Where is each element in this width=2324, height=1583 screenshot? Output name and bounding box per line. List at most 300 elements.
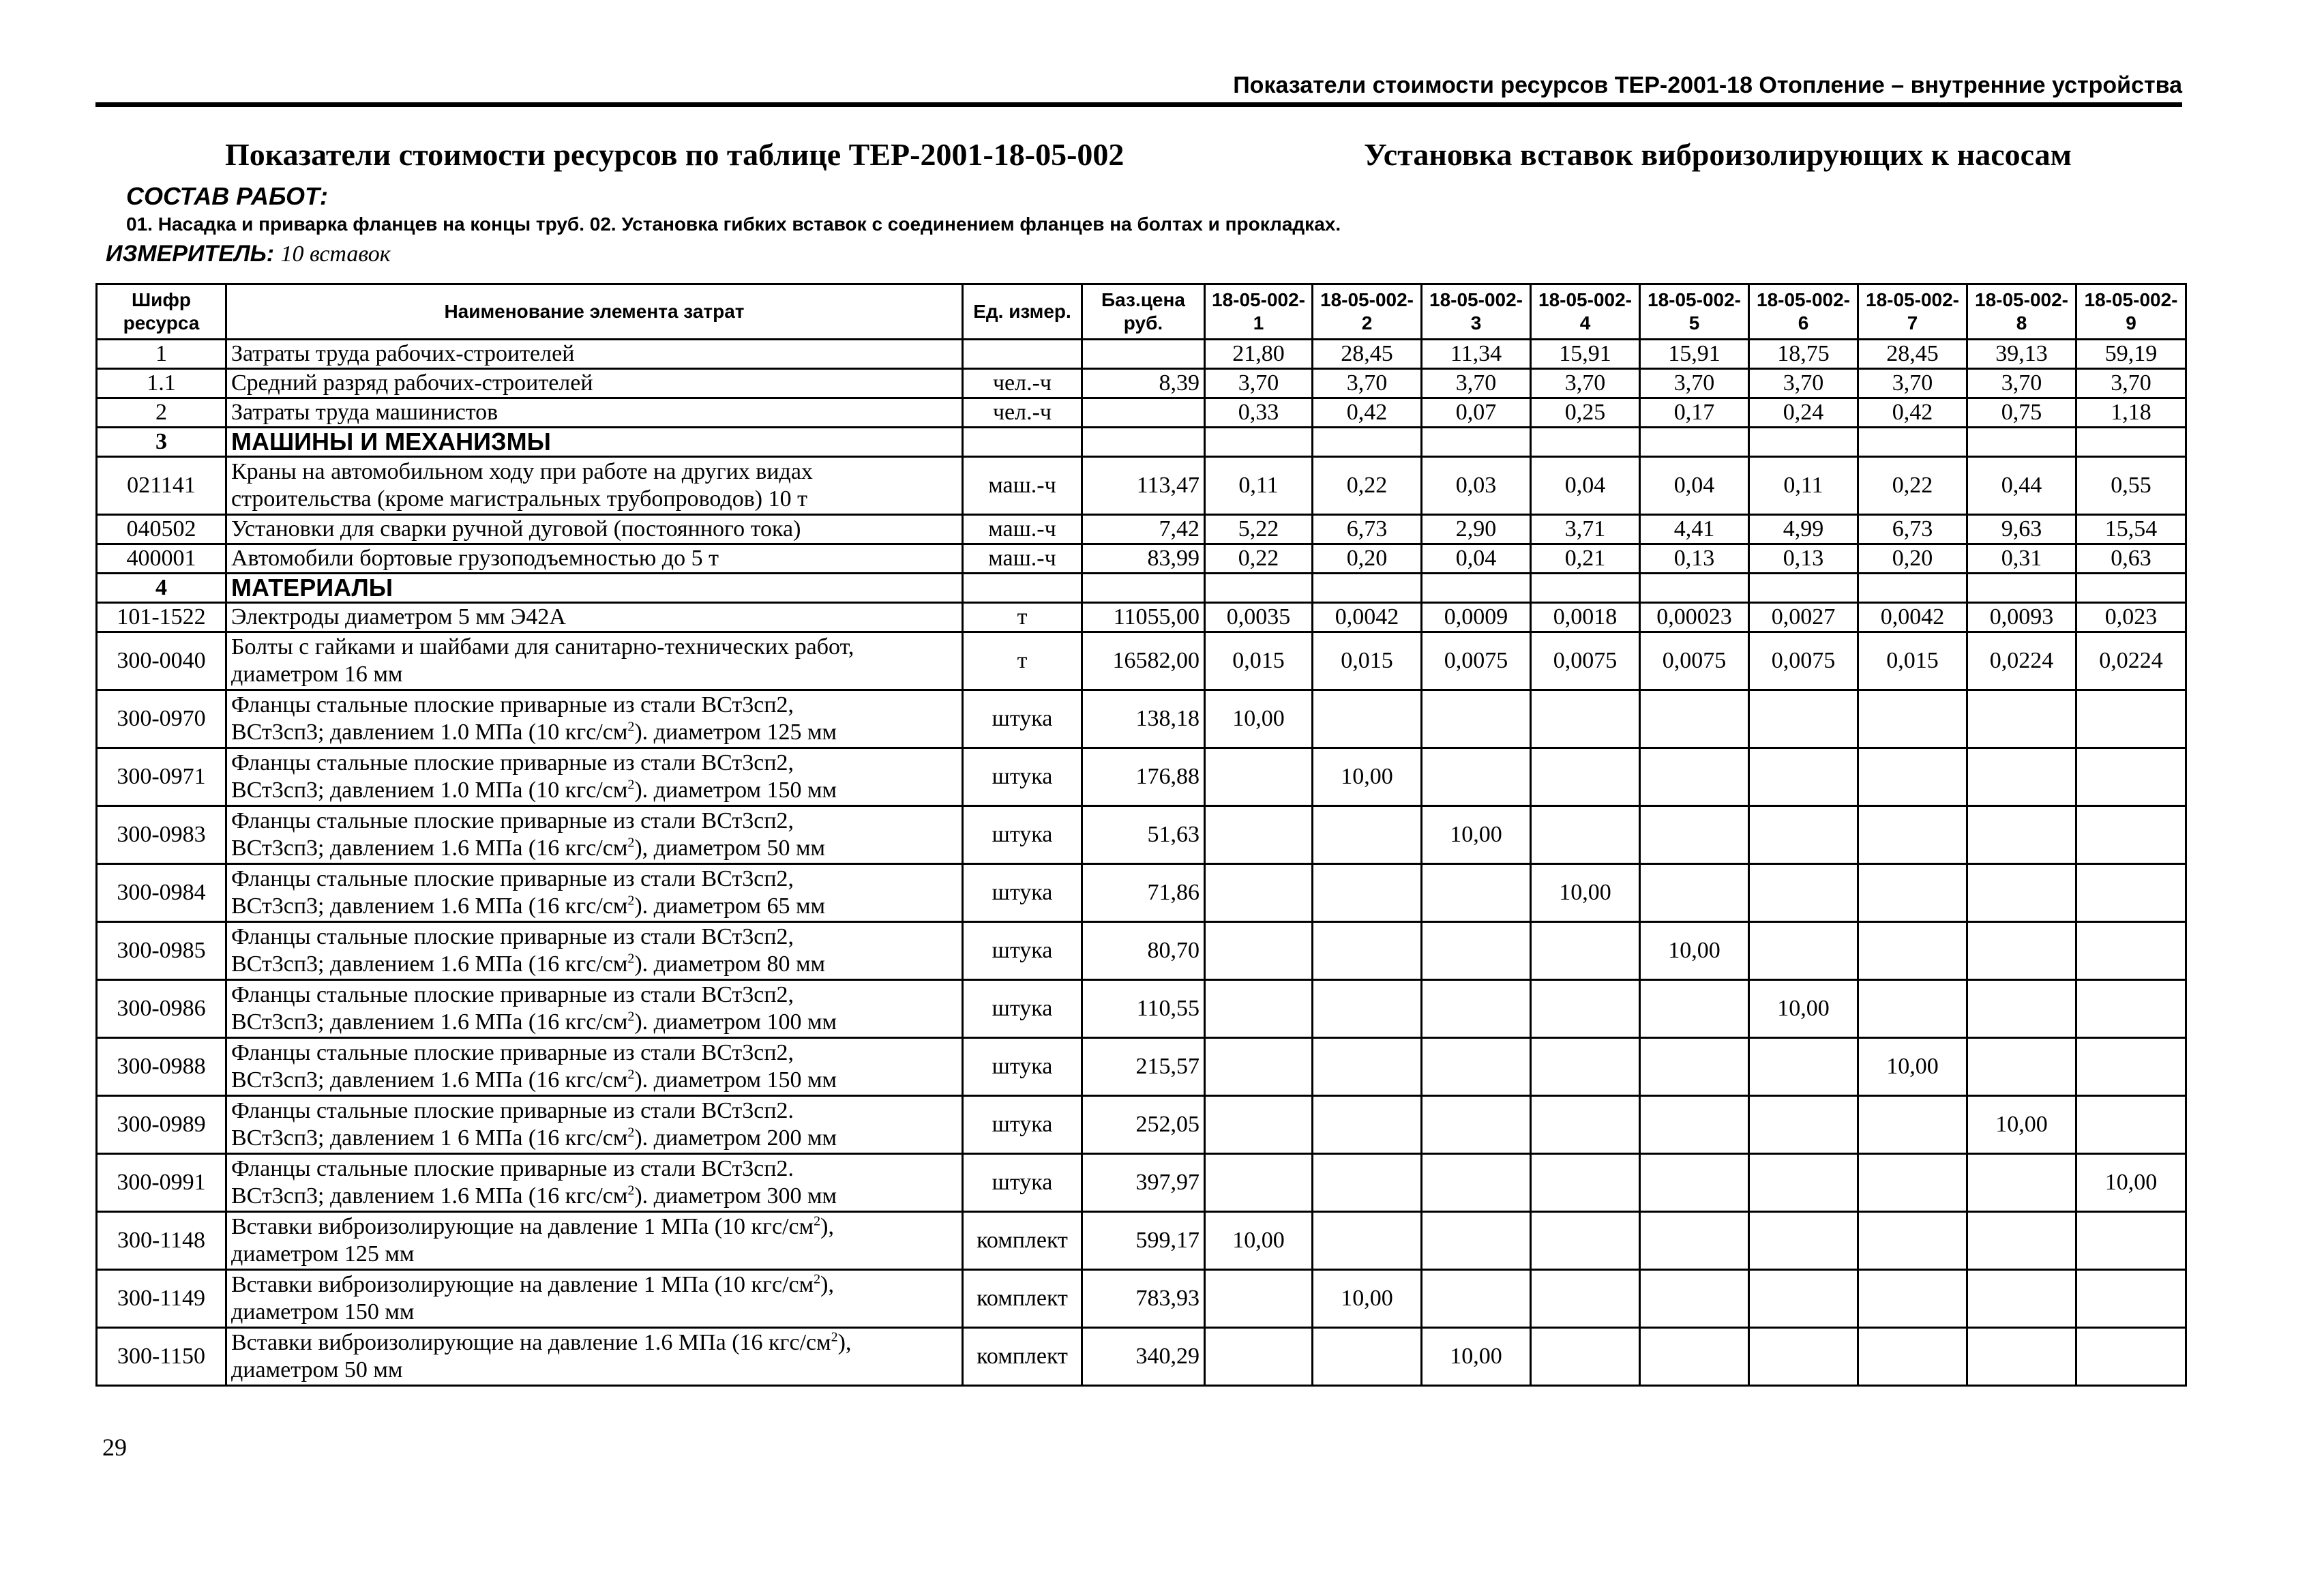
row-value <box>1205 806 1313 864</box>
table-row <box>97 806 2186 864</box>
row-value: 0,13 <box>1640 544 1749 574</box>
col-header-c6: 18-05-002-6 <box>1749 284 1858 340</box>
row-name <box>226 748 963 806</box>
row-name: Затраты труда машинистов <box>226 398 963 428</box>
row-name-line: диаметром 50 мм <box>231 1357 403 1382</box>
row-value <box>1422 922 1531 980</box>
row-value <box>1967 980 2076 1038</box>
row-value: 0,04 <box>1531 457 1640 515</box>
row-unit: маш.-ч <box>963 544 1082 574</box>
row-value <box>2076 748 2186 806</box>
row-name-part: ВСт3сп3; давлением 1.0 МПа (10 кгс/см <box>231 778 628 803</box>
row-value: 0,015 <box>1313 632 1422 690</box>
measure-label: ИЗМЕРИТЕЛЬ: <box>106 241 275 267</box>
row-value <box>1313 1212 1422 1270</box>
row-name <box>226 1038 963 1096</box>
works-text: 01. Насадка и приварка фланцев на концы труб. 02. Установка гибких вставок с соединением фланцев на болтах и прокладках. <box>126 213 1341 235</box>
row-value: 0,22 <box>1858 457 1967 515</box>
row-value: 0,25 <box>1531 398 1640 428</box>
row-value <box>1313 980 1422 1038</box>
row-name-line <box>231 951 957 978</box>
row-value: 0,21 <box>1531 544 1640 574</box>
row-value: 0,0075 <box>1640 632 1749 690</box>
table-row <box>97 1096 2186 1154</box>
row-name-line <box>231 835 957 862</box>
row-value <box>1205 1328 1313 1386</box>
row-unit: штука <box>963 1096 1082 1154</box>
row-value: 6,73 <box>1858 515 1967 544</box>
row-name <box>226 1154 963 1212</box>
row-value: 0,20 <box>1313 544 1422 574</box>
row-value <box>1531 1096 1640 1154</box>
row-value: 0,0075 <box>1422 632 1531 690</box>
row-value <box>2076 1270 2186 1328</box>
row-value <box>1422 1270 1531 1328</box>
row-value: 0,07 <box>1422 398 1531 428</box>
row-name-line: диаметром 150 мм <box>231 1299 415 1325</box>
row-code: 300-0985 <box>97 922 226 980</box>
row-price: 113,47 <box>1082 457 1205 515</box>
row-value <box>1205 428 1313 457</box>
row-value: 0,63 <box>2076 544 2186 574</box>
row-name-part: Вставки виброизолирующие на давление 1.6 МПа (16 кгс/см <box>231 1330 831 1355</box>
row-code: 040502 <box>97 515 226 544</box>
row-value <box>1749 690 1858 748</box>
row-unit: штука <box>963 1154 1082 1212</box>
row-value: 0,31 <box>1967 544 2076 574</box>
running-header: Показатели стоимости ресурсов ТЕР-2001-18 Отопление – внутренние устройства <box>1233 72 2182 98</box>
row-value: 3,70 <box>1313 369 1422 398</box>
row-value: 0,24 <box>1749 398 1858 428</box>
row-value <box>1749 748 1858 806</box>
works-label: СОСТАВ РАБОТ: <box>126 182 328 210</box>
row-value <box>1858 980 1967 1038</box>
row-value: 0,55 <box>2076 457 2186 515</box>
row-unit: комплект <box>963 1212 1082 1270</box>
row-name-line: диаметром 125 мм <box>231 1241 415 1267</box>
col-header-c7: 18-05-002-7 <box>1858 284 1967 340</box>
table-row <box>97 1328 2186 1386</box>
row-value <box>1967 922 2076 980</box>
row-name-line <box>231 1271 957 1299</box>
row-name-part: ВСт3сп3; давлением 1 6 МПа (16 кгс/см <box>231 1125 628 1151</box>
superscript: 2 <box>814 1213 821 1229</box>
row-code: 3 <box>97 428 226 457</box>
measure-value: 10 вставок <box>280 241 391 267</box>
row-value: 10,00 <box>1313 748 1422 806</box>
row-value <box>1205 748 1313 806</box>
row-price: 783,93 <box>1082 1270 1205 1328</box>
table-row <box>97 544 2186 574</box>
row-value <box>1531 922 1640 980</box>
table-row <box>97 632 2186 690</box>
row-value <box>1858 1096 1967 1154</box>
row-value <box>1858 1270 1967 1328</box>
row-name-part: Вставки виброизолирующие на давление 1 МПа (10 кгс/см <box>231 1214 814 1239</box>
row-value <box>2076 922 2186 980</box>
table-row <box>97 980 2186 1038</box>
row-value <box>1640 574 1749 603</box>
row-name-line: Фланцы стальные плоские приварные из стали ВСт3сп2, <box>231 866 794 891</box>
row-value <box>1531 574 1640 603</box>
row-value <box>1858 748 1967 806</box>
table-row <box>97 398 2186 428</box>
table-row <box>97 369 2186 398</box>
row-value <box>1967 748 2076 806</box>
row-name <box>226 1270 963 1328</box>
row-value: 0,023 <box>2076 603 2186 632</box>
table-row <box>97 515 2186 544</box>
row-value <box>1858 1212 1967 1270</box>
row-name-line: Болты с гайками и шайбами для санитарно-технических работ, <box>231 634 854 660</box>
row-value <box>1967 1038 2076 1096</box>
row-value <box>2076 428 2186 457</box>
row-value: 4,41 <box>1640 515 1749 544</box>
row-value: 0,03 <box>1422 457 1531 515</box>
table-row <box>97 690 2186 748</box>
col-header-c4: 18-05-002-4 <box>1531 284 1640 340</box>
row-price <box>1082 574 1205 603</box>
table-row <box>97 603 2186 632</box>
row-value <box>2076 1328 2186 1386</box>
row-value: 0,015 <box>1205 632 1313 690</box>
row-value <box>1313 806 1422 864</box>
row-value: 10,00 <box>1422 1328 1531 1386</box>
row-unit: штука <box>963 864 1082 922</box>
row-name-part: ВСт3сп3; давлением 1.6 МПа (16 кгс/см <box>231 893 628 919</box>
row-value: 3,70 <box>1749 369 1858 398</box>
superscript: 2 <box>627 1183 635 1198</box>
row-value <box>1205 1038 1313 1096</box>
row-price: 71,86 <box>1082 864 1205 922</box>
row-value <box>1640 980 1749 1038</box>
row-code: 300-0988 <box>97 1038 226 1096</box>
table-subtitle: Установка вставок виброизолирующих к насосам <box>1364 137 2072 172</box>
row-name-part: ). диаметром 65 мм <box>634 893 826 919</box>
col-header-c9: 18-05-002-9 <box>2076 284 2186 340</box>
row-value <box>1749 1328 1858 1386</box>
row-value <box>1313 690 1422 748</box>
row-value <box>1531 428 1640 457</box>
row-name: Автомобили бортовые грузоподъемностью до 5 т <box>226 544 963 574</box>
row-name-part: ), диаметром 50 мм <box>634 835 826 861</box>
row-price: 7,42 <box>1082 515 1205 544</box>
row-value: 0,20 <box>1858 544 1967 574</box>
row-value: 0,0027 <box>1749 603 1858 632</box>
superscript: 2 <box>627 1067 635 1082</box>
row-value <box>2076 980 2186 1038</box>
row-code: 300-0040 <box>97 632 226 690</box>
table-title: Показатели стоимости ресурсов по таблице ТЕР-2001-18-05-002 <box>225 137 1124 172</box>
row-value <box>1749 1212 1858 1270</box>
row-name-line: Фланцы стальные плоские приварные из стали ВСт3сп2, <box>231 982 794 1007</box>
row-value: 15,91 <box>1531 340 1640 369</box>
row-price <box>1082 428 1205 457</box>
row-name-line: строительства (кроме магистральных трубопроводов) 10 т <box>231 486 807 512</box>
row-value <box>1205 980 1313 1038</box>
row-unit <box>963 340 1082 369</box>
row-value <box>1749 1154 1858 1212</box>
table-row <box>97 1270 2186 1328</box>
row-name: Установки для сварки ручной дуговой (постоянного тока) <box>226 515 963 544</box>
row-value <box>1531 690 1640 748</box>
row-value <box>1640 1270 1749 1328</box>
row-value <box>1531 748 1640 806</box>
row-price: 599,17 <box>1082 1212 1205 1270</box>
row-value: 0,0075 <box>1531 632 1640 690</box>
row-unit: штука <box>963 922 1082 980</box>
row-name-part: ), <box>837 1330 852 1355</box>
row-value: 6,73 <box>1313 515 1422 544</box>
row-value: 3,70 <box>1640 369 1749 398</box>
row-value: 15,91 <box>1640 340 1749 369</box>
row-value <box>1640 864 1749 922</box>
row-value <box>1531 1038 1640 1096</box>
row-value: 3,71 <box>1531 515 1640 544</box>
row-value <box>1967 1328 2076 1386</box>
row-value <box>1422 1212 1531 1270</box>
row-value: 10,00 <box>2076 1154 2186 1212</box>
row-name-line <box>231 777 957 804</box>
row-value <box>1749 428 1858 457</box>
row-value <box>1422 1154 1531 1212</box>
row-value <box>1967 1212 2076 1270</box>
row-value: 3,70 <box>1858 369 1967 398</box>
row-value <box>1640 806 1749 864</box>
row-value: 0,015 <box>1858 632 1967 690</box>
row-code: 300-0986 <box>97 980 226 1038</box>
section-title: МАШИНЫ И МЕХАНИЗМЫ <box>226 428 963 457</box>
row-price: 11055,00 <box>1082 603 1205 632</box>
row-name-line <box>231 1329 957 1357</box>
row-value: 0,75 <box>1967 398 2076 428</box>
row-value <box>1749 1270 1858 1328</box>
row-code: 300-0984 <box>97 864 226 922</box>
row-value <box>1967 1270 2076 1328</box>
row-value <box>1640 1154 1749 1212</box>
row-value: 0,0009 <box>1422 603 1531 632</box>
row-name-line <box>231 893 957 920</box>
row-name <box>226 1328 963 1386</box>
row-value: 0,42 <box>1313 398 1422 428</box>
row-value <box>1205 1096 1313 1154</box>
row-value <box>1967 864 2076 922</box>
col-header-c5: 18-05-002-5 <box>1640 284 1749 340</box>
row-name-part: ВСт3сп3; давлением 1.0 МПа (10 кгс/см <box>231 720 628 745</box>
row-value <box>2076 864 2186 922</box>
row-name-line: Фланцы стальные плоские приварные из стали ВСт3сп2. <box>231 1098 794 1123</box>
row-code: 300-1148 <box>97 1212 226 1270</box>
row-value: 3,70 <box>1422 369 1531 398</box>
row-unit: штука <box>963 980 1082 1038</box>
row-value <box>1640 748 1749 806</box>
row-value <box>1205 574 1313 603</box>
row-price: 51,63 <box>1082 806 1205 864</box>
row-value: 0,0224 <box>2076 632 2186 690</box>
row-value <box>1967 1154 2076 1212</box>
superscript: 2 <box>831 1329 838 1345</box>
row-value <box>1205 1270 1313 1328</box>
row-name-line: диаметром 16 мм <box>231 662 403 687</box>
row-price: 16582,00 <box>1082 632 1205 690</box>
row-value <box>1640 1038 1749 1096</box>
row-value: 0,0224 <box>1967 632 2076 690</box>
col-header-c8: 18-05-002-8 <box>1967 284 2076 340</box>
row-code: 101-1522 <box>97 603 226 632</box>
row-value: 1,18 <box>2076 398 2186 428</box>
row-value <box>1422 864 1531 922</box>
row-price <box>1082 398 1205 428</box>
row-value <box>1313 864 1422 922</box>
row-value: 0,0042 <box>1313 603 1422 632</box>
row-name-part: ). диаметром 80 мм <box>634 951 826 977</box>
table-row <box>97 340 2186 369</box>
row-name <box>226 864 963 922</box>
table-row <box>97 864 2186 922</box>
row-value <box>1858 806 1967 864</box>
superscript: 2 <box>814 1271 821 1287</box>
row-code: 1 <box>97 340 226 369</box>
row-name-line <box>231 1009 957 1036</box>
superscript: 2 <box>627 1125 635 1140</box>
row-value <box>2076 806 2186 864</box>
row-name: Электроды диаметром 5 мм Э42А <box>226 603 963 632</box>
row-name-part: ВСт3сп3; давлением 1.6 МПа (16 кгс/см <box>231 1183 628 1209</box>
row-value <box>2076 1096 2186 1154</box>
row-name <box>226 690 963 748</box>
row-name <box>226 806 963 864</box>
row-value <box>1640 1096 1749 1154</box>
row-name-part: ). диаметром 150 мм <box>634 778 837 803</box>
row-value: 0,0042 <box>1858 603 1967 632</box>
col-header-code: Шифр ресурса <box>97 284 226 340</box>
row-code: 300-1149 <box>97 1270 226 1328</box>
row-name-line: Фланцы стальные плоские приварные из стали ВСт3сп2, <box>231 808 794 833</box>
row-value <box>1640 428 1749 457</box>
row-name-line: Фланцы стальные плоские приварные из стали ВСт3сп2, <box>231 1040 794 1065</box>
row-value <box>1858 428 1967 457</box>
col-header-price: Баз.цена руб. <box>1082 284 1205 340</box>
row-value <box>1858 1154 1967 1212</box>
row-price <box>1082 340 1205 369</box>
row-value: 0,22 <box>1313 457 1422 515</box>
row-price: 340,29 <box>1082 1328 1205 1386</box>
row-value: 10,00 <box>1967 1096 2076 1154</box>
row-unit: штука <box>963 806 1082 864</box>
row-value: 0,04 <box>1422 544 1531 574</box>
row-name <box>226 632 963 690</box>
row-name-part: ), <box>820 1214 834 1239</box>
row-value <box>1422 1038 1531 1096</box>
row-value <box>1967 574 2076 603</box>
row-value <box>1205 864 1313 922</box>
row-value <box>1422 1096 1531 1154</box>
row-value: 10,00 <box>1205 1212 1313 1270</box>
row-unit <box>963 428 1082 457</box>
row-value: 0,22 <box>1205 544 1313 574</box>
row-name <box>226 457 963 515</box>
row-value: 21,80 <box>1205 340 1313 369</box>
col-header-c2: 18-05-002-2 <box>1313 284 1422 340</box>
row-value <box>1531 1154 1640 1212</box>
row-value <box>1967 690 2076 748</box>
row-name-part: ). диаметром 200 мм <box>634 1125 837 1151</box>
row-price: 8,39 <box>1082 369 1205 398</box>
row-unit: комплект <box>963 1270 1082 1328</box>
row-value <box>1858 922 1967 980</box>
row-name <box>226 922 963 980</box>
row-value: 0,17 <box>1640 398 1749 428</box>
table-row <box>97 748 2186 806</box>
row-value <box>1749 1038 1858 1096</box>
section-row <box>97 428 2186 457</box>
row-code: 300-0989 <box>97 1096 226 1154</box>
row-value <box>1858 864 1967 922</box>
row-value <box>1313 1038 1422 1096</box>
row-value <box>1422 428 1531 457</box>
row-value: 0,0018 <box>1531 603 1640 632</box>
table-row <box>97 457 2186 515</box>
row-value <box>1967 806 2076 864</box>
row-code: 400001 <box>97 544 226 574</box>
section-title: МАТЕРИАЛЫ <box>226 574 963 603</box>
row-value: 0,42 <box>1858 398 1967 428</box>
row-value: 10,00 <box>1640 922 1749 980</box>
col-header-unit: Ед. измер. <box>963 284 1082 340</box>
row-price: 138,18 <box>1082 690 1205 748</box>
row-name-part: ВСт3сп3; давлением 1.6 МПа (16 кгс/см <box>231 1009 628 1035</box>
row-value: 0,04 <box>1640 457 1749 515</box>
row-value <box>1205 922 1313 980</box>
row-unit: маш.-ч <box>963 515 1082 544</box>
row-name-part: Вставки виброизолирующие на давление 1 МПа (10 кгс/см <box>231 1272 814 1297</box>
row-value <box>1749 574 1858 603</box>
row-value <box>1967 428 2076 457</box>
row-value <box>1531 980 1640 1038</box>
row-value: 0,33 <box>1205 398 1313 428</box>
row-code: 021141 <box>97 457 226 515</box>
row-unit: штука <box>963 1038 1082 1096</box>
row-unit <box>963 574 1082 603</box>
row-value <box>1205 1154 1313 1212</box>
row-name-line <box>231 1213 957 1241</box>
row-name: Затраты труда рабочих-строителей <box>226 340 963 369</box>
row-name <box>226 980 963 1038</box>
row-value <box>1313 922 1422 980</box>
row-name-line <box>231 1125 957 1152</box>
row-name-line: Фланцы стальные плоские приварные из стали ВСт3сп2, <box>231 924 794 949</box>
row-value <box>1313 574 1422 603</box>
row-name-line: Фланцы стальные плоские приварные из стали ВСт3сп2. <box>231 1156 794 1181</box>
row-name-line: Краны на автомобильном ходу при работе на других видах <box>231 459 813 484</box>
row-value: 28,45 <box>1858 340 1967 369</box>
row-name-part: ), <box>820 1272 834 1297</box>
row-value <box>1313 428 1422 457</box>
row-name-line: Фланцы стальные плоские приварные из стали ВСт3сп2, <box>231 750 794 775</box>
row-code: 300-0991 <box>97 1154 226 1212</box>
row-value: 15,54 <box>2076 515 2186 544</box>
row-value <box>1858 1328 1967 1386</box>
row-unit: чел.-ч <box>963 369 1082 398</box>
row-price: 80,70 <box>1082 922 1205 980</box>
row-value: 0,0075 <box>1749 632 1858 690</box>
row-name-part: ВСт3сп3; давлением 1.6 МПа (16 кгс/см <box>231 951 628 977</box>
row-value: 59,19 <box>2076 340 2186 369</box>
col-header-name: Наименование элемента затрат <box>226 284 963 340</box>
row-name-part: ВСт3сп3; давлением 1.6 МПа (16 кгс/см <box>231 835 628 861</box>
header-row <box>97 284 2186 340</box>
row-unit: маш.-ч <box>963 457 1082 515</box>
